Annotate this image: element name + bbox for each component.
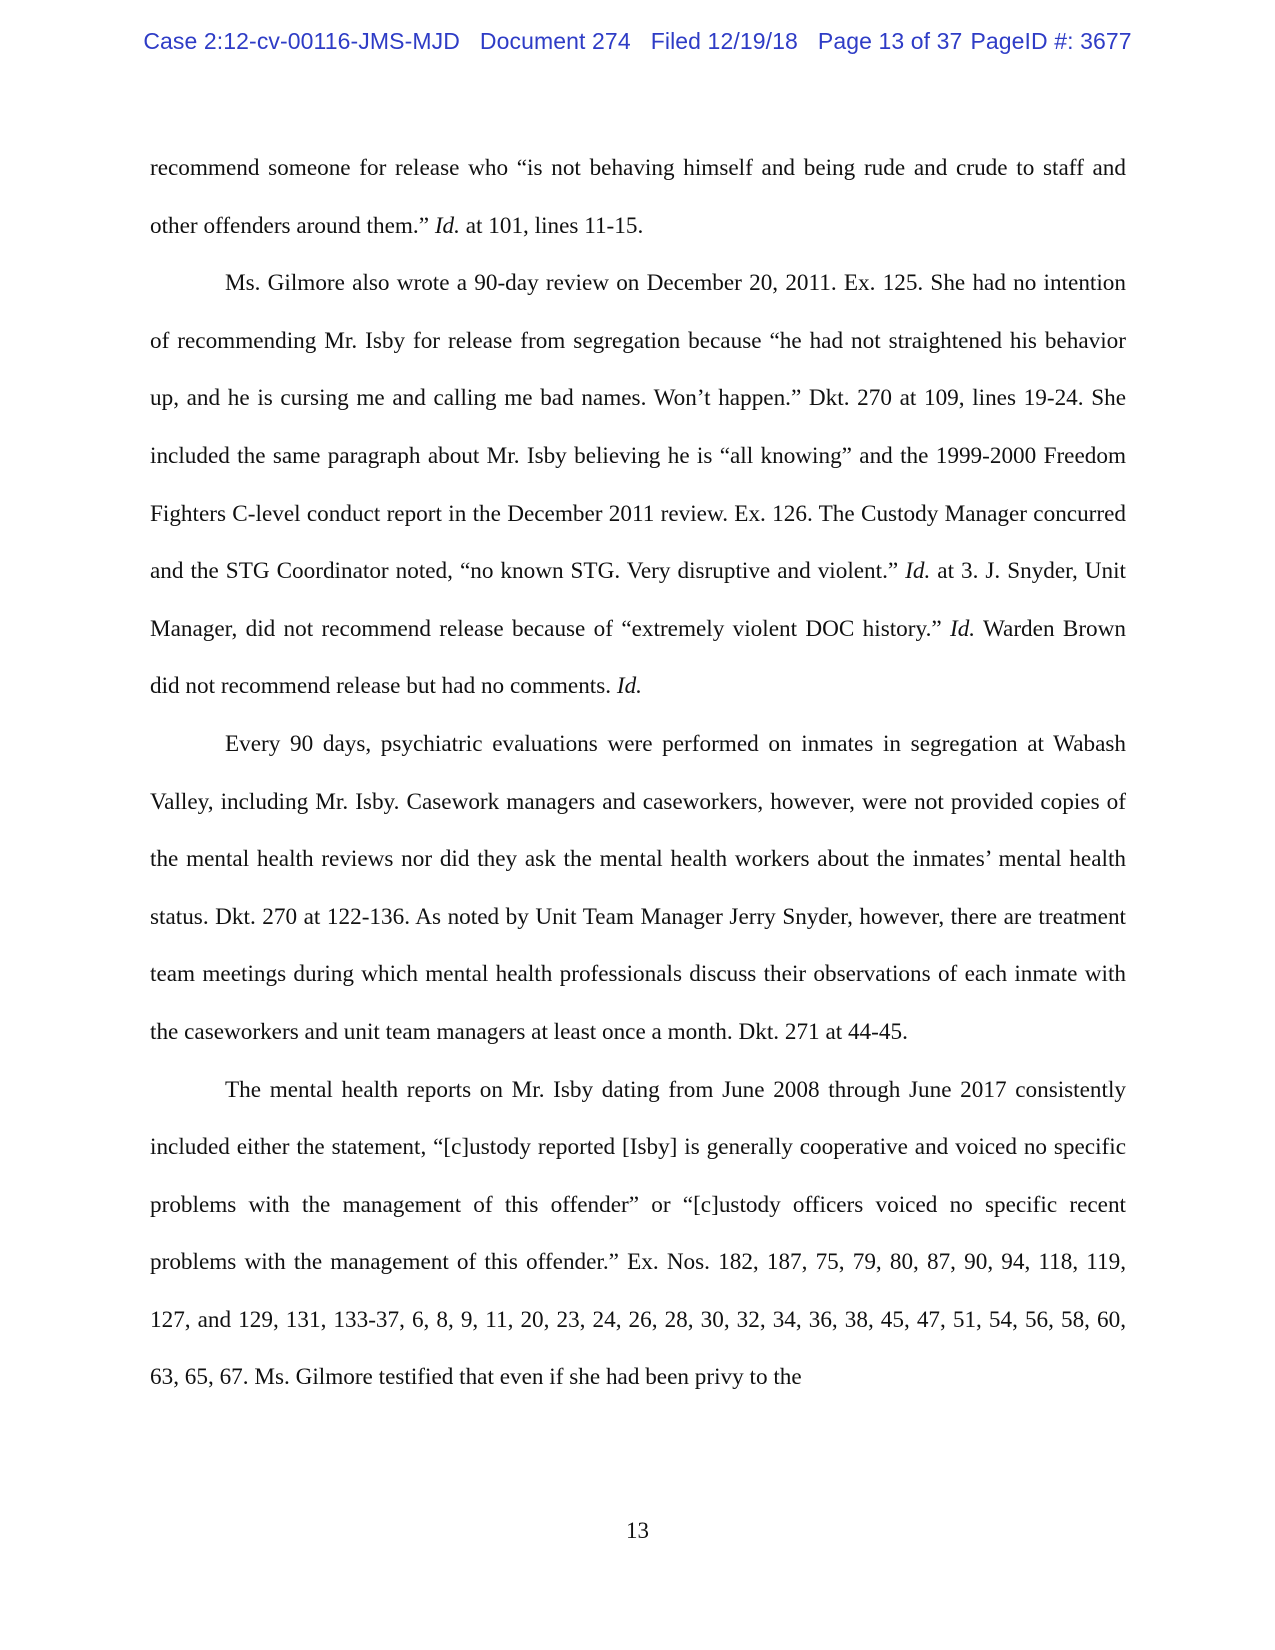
ecf-header-stamp — [0, 28, 1275, 55]
case-number: Case 2:12-cv-00116-JMS-MJD — [143, 28, 460, 54]
page-number: 13 — [626, 1518, 649, 1543]
body-text — [150, 140, 1126, 1407]
paragraph-psychiatric-evaluations: Every 90 days, psychiatric evaluations were performed on inmates in segregation at Wabash Valley, including Mr. Isby. Casework managers and caseworkers, however, were not provided copies of the mental health reviews nor did they ask the mental health workers about the inmates’ mental health status. Dkt. 270 at 122-136. As noted by Unit Team Manager Jerry Snyder, however, there are treatment team meetings during which mental health professionals discuss their observations of each inmate with the caseworkers and unit team managers at least once a month. Dkt. 271 at 44-45. — [150, 730, 1126, 1045]
citation-id: Id. — [949, 615, 976, 642]
citation-id: Id. — [616, 673, 642, 700]
paragraph-continued: recommend someone for release who “is not behaving himself and being rude and crude to staff and other offenders around them.” Id. at 101, lines 11-15. — [150, 155, 1126, 239]
page-id: PageID #: 3677 — [970, 28, 1132, 54]
filed-date: Filed 12/19/18 — [650, 28, 798, 54]
citation-id: Id. — [905, 558, 931, 585]
page-count: Page 13 of 37 — [817, 28, 963, 54]
paragraph-mental-health-reports: The mental health reports on Mr. Isby dating from June 2008 through June 2017 consistently included either the statement, “[c]ustody reported [Isby] is generally cooperative and voiced no specific problems with the management of this offender” or “[c]ustody officers voiced no specific recent problems with the management of this offender.” Ex. Nos. 182, 187, 75, 79, 80, 87, 90, 94, 118, 119, 127, and 129, 131, 133-37, 6, 8, 9, 11, 20, 23, 24, 26, 28, 30, 32, 34, 36, 38, 45, 47, 51, 54, 56, 58, 60, 63, 65, 67. Ms. Gilmore testified that even if she had been privy to the — [150, 1076, 1126, 1391]
document-number: Document 274 — [479, 28, 631, 54]
paragraph-gilmore-review: Ms. Gilmore also wrote a 90-day review on December 20, 2011. Ex. 125. She had no intention of recommending Mr. Isby for release from segregation because “he had not straightened his behavior up, and he is cursing me and calling me bad names. Won’t happen.” Dkt. 270 at 109, lines 19-24. She included the same paragraph about Mr. Isby believing he is “all knowing” and the 1999-2000 Freedom Fighters C-level conduct report in the December 2011 review. Ex. 126. The Custody Manager concurred and the STG Coordinator noted, “no known STG. Very disruptive and violent.” Id. at 3. J. Snyder, Unit Manager, did not recommend release because of “extremely violent DOC history.” Id. Warden Brown did not recommend release but had no comments. Id. — [150, 270, 1126, 700]
citation-id: Id. — [434, 212, 460, 239]
